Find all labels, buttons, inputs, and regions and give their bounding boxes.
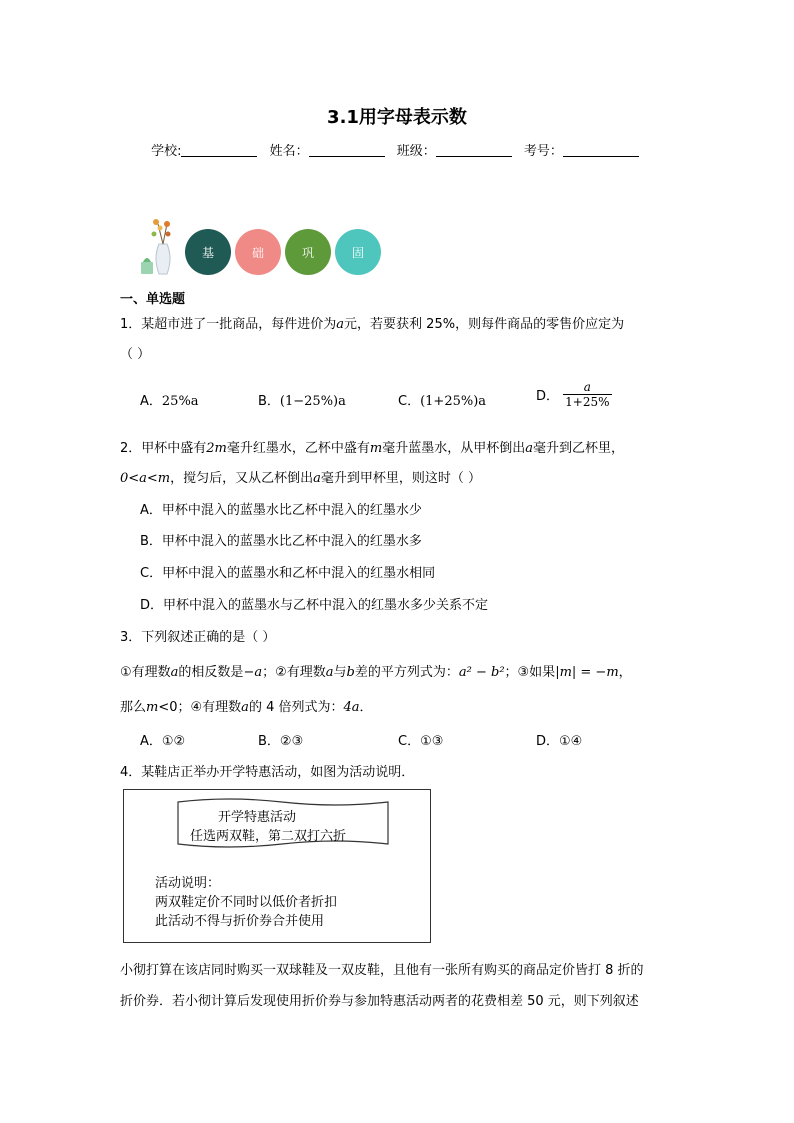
q3-option-a[interactable]: A．①② <box>140 734 186 749</box>
q1-paren: （ ） <box>120 347 151 362</box>
badge-chu: 础 <box>235 229 281 275</box>
q2-text-c: 毫升蓝墨水，从甲杯倒出 <box>382 441 526 456</box>
promo-subtitle: 任选两双鞋，第二双打六折 <box>190 829 347 844</box>
q2-math-2m: 2m <box>206 441 227 456</box>
plant-vase-icon <box>137 214 177 276</box>
q1-stem <box>120 313 624 332</box>
q3-math-4a: 4a <box>343 700 360 715</box>
q3-text-k: ． <box>359 700 373 715</box>
q2-math-m: m <box>369 441 383 456</box>
badge-ji: 基 <box>185 229 231 275</box>
q1-option-d-label: D． <box>536 389 560 404</box>
q3-text-h: 那么 <box>120 700 147 715</box>
q1-option-d-numerator: a <box>563 380 611 395</box>
q3-math-square-diff: a² − b² <box>458 665 505 680</box>
q1-option-a-label: A． <box>140 394 162 409</box>
q1-text-b: 元，若要获利 25%，则每件商品的零售价应定为 <box>344 317 625 332</box>
q2-text-e: ，搅匀后，又从乙杯倒出 <box>170 471 314 486</box>
class-blank[interactable] <box>436 144 512 157</box>
q2-math-a: a <box>525 441 534 456</box>
q3-math-a3: a <box>241 700 249 715</box>
q2-option-b[interactable]: B．甲杯中混入的蓝墨水比乙杯中混入的红墨水多 <box>140 534 422 549</box>
q4-paragraph-line2: 折价券．若小彻计算后发现使用折价券与参加特惠活动两者的花费相差 50 元，则下列叙述 <box>120 994 639 1009</box>
q3-text-a: ①有理数 <box>120 665 171 680</box>
q2-text-f: 毫升到甲杯里，则这时（ ） <box>320 471 482 486</box>
q3-math-b: b <box>346 665 355 680</box>
name-label: 姓名： <box>269 144 309 159</box>
q3-text-j: 的 4 倍列式为： <box>248 700 344 715</box>
student-info-line <box>0 140 794 159</box>
q1-option-d-denominator: 1+25% <box>565 395 610 409</box>
badge-gu: 固 <box>335 229 381 275</box>
q2-text-a: 2．甲杯中盛有 <box>120 441 207 456</box>
q3-option-b[interactable]: B．②③ <box>258 734 304 749</box>
q4-stem: 4．某鞋店正举办开学特惠活动，如图为活动说明． <box>120 765 415 780</box>
name-blank[interactable] <box>309 144 385 157</box>
q2-stem-line2 <box>120 467 481 486</box>
q3-statements-line2 <box>120 696 373 715</box>
q2-math-range: 0<a<m <box>120 471 171 486</box>
q3-math-abs: |m| = −m <box>555 665 619 680</box>
q1-option-c-expr: (1+25%)a <box>420 394 487 409</box>
q1-option-b[interactable] <box>258 390 346 409</box>
exam-number-blank[interactable] <box>563 144 639 157</box>
q3-text-g: ， <box>618 665 632 680</box>
q2-stem-line1 <box>120 437 624 456</box>
q3-math-a2: a <box>325 665 334 680</box>
q4-paragraph-line1: 小彻打算在该店同时购买一双球鞋及一双皮鞋，且他有一张所有购买的商品定价皆打 8 折的 <box>120 963 644 978</box>
q3-text-e: 差的平方列式为： <box>354 665 459 680</box>
q1-option-d-fraction <box>563 380 611 409</box>
q2-math-a2: a <box>313 471 321 486</box>
class-label: 班级： <box>396 144 436 159</box>
q1-option-c[interactable] <box>398 390 486 409</box>
q1-option-a-expr: 25%a <box>161 394 199 409</box>
school-blank[interactable] <box>181 144 257 157</box>
school-label: 学校: <box>151 144 182 159</box>
q2-option-c[interactable]: C．甲杯中混入的蓝墨水和乙杯中混入的红墨水相同 <box>140 566 436 581</box>
q3-option-c[interactable]: C．①③ <box>398 734 444 749</box>
q3-stem: 3．下列叙述正确的是（ ） <box>120 630 276 645</box>
promo-note-rule-1: 两双鞋定价不同时以低价者折扣 <box>155 895 338 910</box>
q1-text-a: 1．某超市进了一批商品，每件进价为 <box>120 317 337 332</box>
q1-option-b-label: B． <box>258 394 280 409</box>
q3-option-d[interactable]: D．①④ <box>536 734 583 749</box>
q1-option-a[interactable] <box>140 390 199 409</box>
promo-note-title: 活动说明： <box>155 876 221 891</box>
page-title: 3.1用字母表示数 <box>327 107 467 128</box>
q3-text-f: ；③如果 <box>504 665 556 680</box>
q2-option-a[interactable]: A．甲杯中混入的蓝墨水比乙杯中混入的红墨水少 <box>140 503 422 518</box>
q3-text-b: 的相反数是 <box>178 665 244 680</box>
q3-statements-line1 <box>120 661 632 680</box>
section-heading: 一、单选题 <box>120 292 186 307</box>
exam-number-label: 考号： <box>523 144 563 159</box>
q3-text-c: ；②有理数 <box>262 665 326 680</box>
q2-option-d[interactable]: D．甲杯中混入的蓝墨水与乙杯中混入的红墨水多少关系不定 <box>140 598 489 613</box>
q3-text-i: <0；④有理数 <box>158 700 242 715</box>
promo-note-rule-2: 此活动不得与折价券合并使用 <box>155 914 325 929</box>
q1-option-b-expr: (1−25%)a <box>279 394 346 409</box>
q3-math-a: a <box>170 665 179 680</box>
q2-text-b: 毫升红墨水，乙杯中盛有 <box>226 441 370 456</box>
q2-text-d: 毫升到乙杯里， <box>533 441 625 456</box>
q3-text-d: 与 <box>333 665 347 680</box>
promo-title: 开学特惠活动 <box>218 810 297 825</box>
q1-option-d[interactable] <box>536 380 612 409</box>
q1-option-c-label: C． <box>398 394 421 409</box>
q3-math-m: m <box>146 700 159 715</box>
q3-math-neg-a: −a <box>243 665 263 680</box>
badge-gong: 巩 <box>285 229 331 275</box>
q1-var-a: a <box>336 317 345 332</box>
section-banner <box>135 214 395 278</box>
